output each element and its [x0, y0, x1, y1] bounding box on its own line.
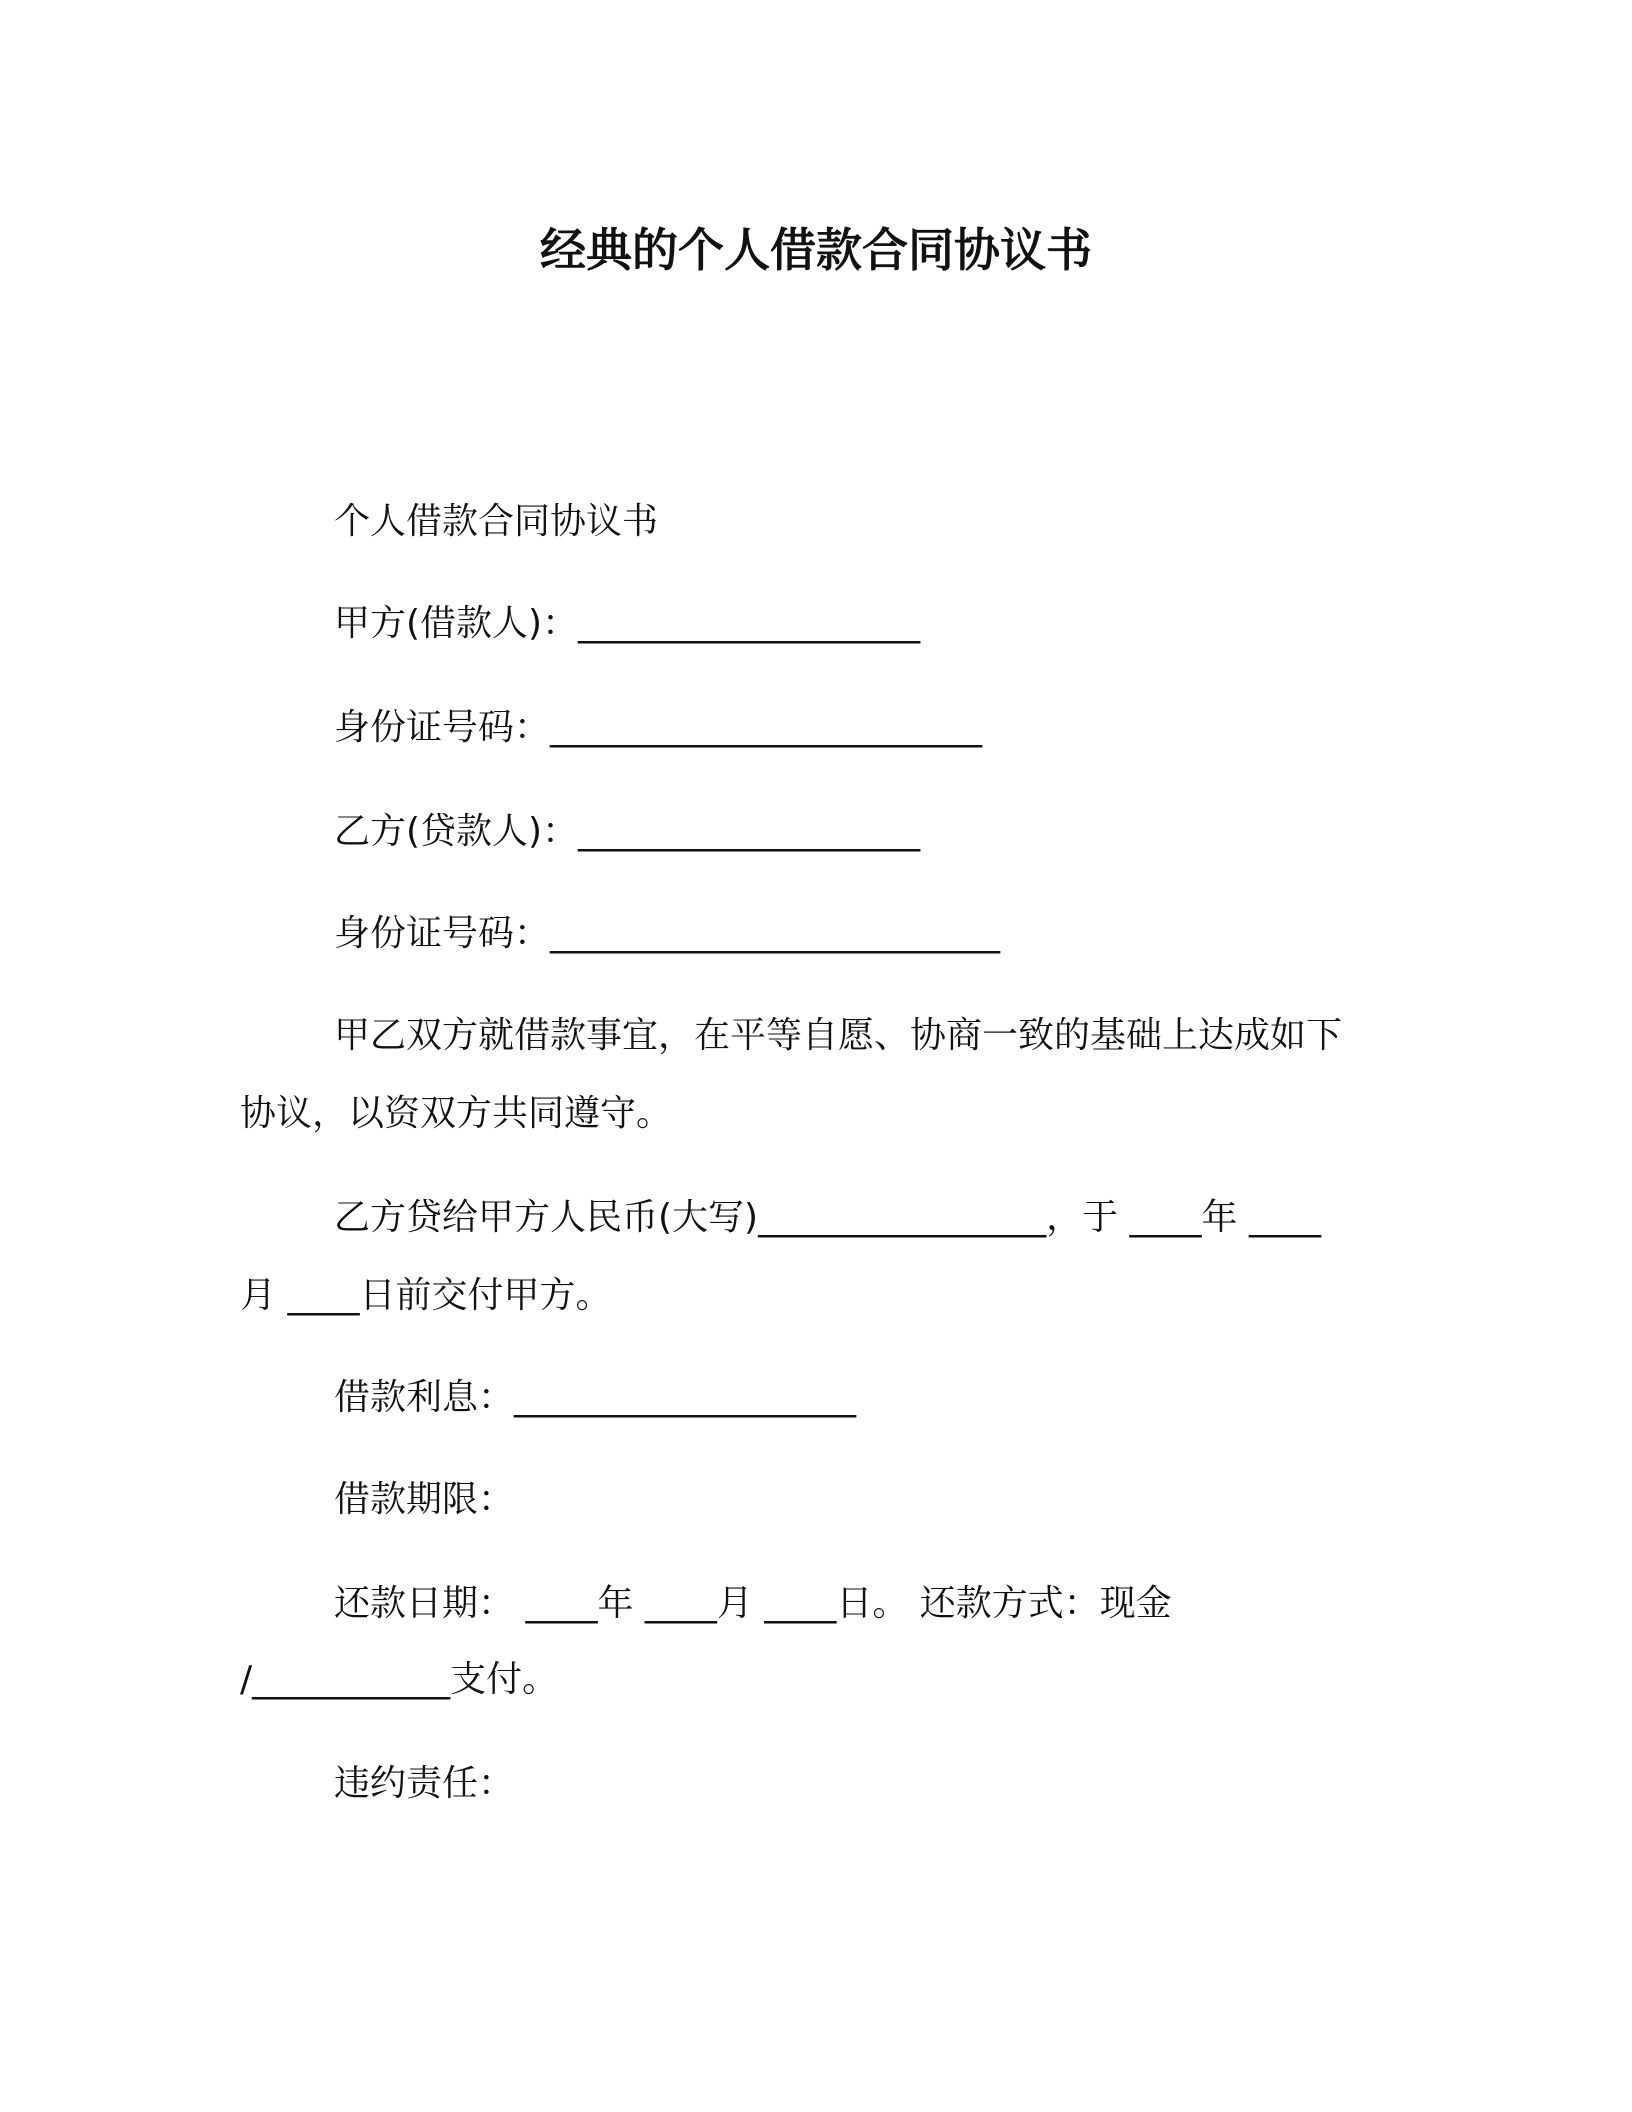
- intro-paragraph-line-1: 甲乙双方就借款事宜，在平等自愿、协商一致的基础上达成如下: [334, 1015, 1343, 1056]
- document-title: 经典的个人借款合同协议书: [540, 223, 1092, 277]
- term-line: 借款期限：: [334, 1479, 515, 1520]
- loan-paragraph-line-2: 月 ____日前交付甲方。: [240, 1275, 612, 1316]
- repayment-paragraph-line-2: /___________支付。: [240, 1659, 559, 1700]
- party-a-id-line: 身份证号码：________________________: [334, 707, 983, 748]
- party-b-id-line: 身份证号码：_________________________: [334, 913, 1001, 954]
- repayment-paragraph-line-1: 还款日期： ____年 ____月 ____日。 还款方式：现金: [334, 1583, 1172, 1624]
- document-subtitle: 个人借款合同协议书: [334, 501, 659, 542]
- party-b-line: 乙方(贷款人)：___________________: [334, 811, 921, 852]
- loan-paragraph-line-1: 乙方贷给甲方人民币(大写)________________，于 ____年 ____: [334, 1197, 1321, 1238]
- party-a-line: 甲方(借款人)：___________________: [334, 603, 921, 644]
- breach-line: 违约责任：: [334, 1763, 515, 1804]
- intro-paragraph-line-2: 协议，以资双方共同遵守。: [240, 1093, 673, 1134]
- interest-line: 借款利息：___________________: [334, 1377, 857, 1418]
